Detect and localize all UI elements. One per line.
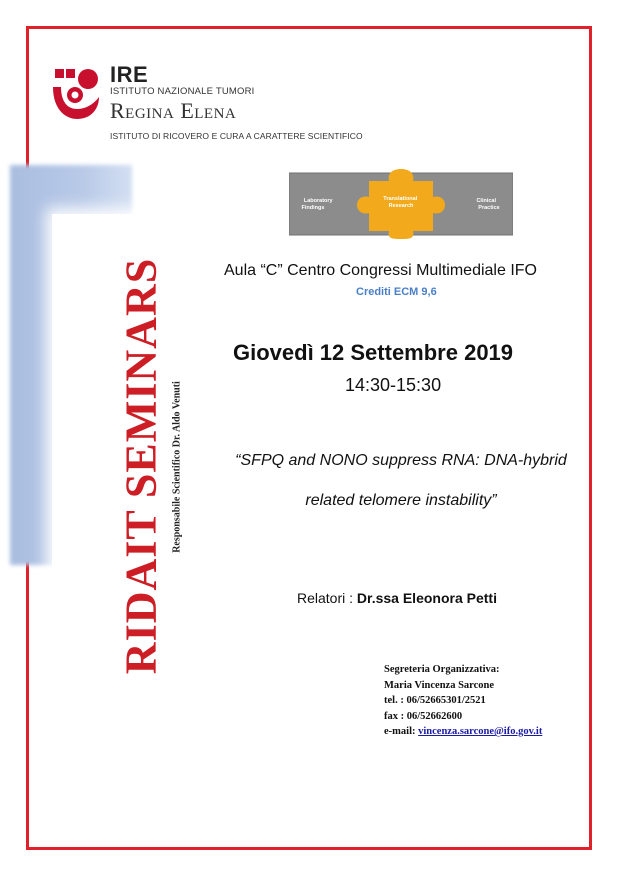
event-date: Giovedì 12 Settembre 2019 bbox=[233, 340, 514, 365]
contact-email-link[interactable]: vincenza.sarcone@ifo.gov.it bbox=[418, 726, 543, 737]
translational-research-puzzle-icon bbox=[289, 169, 513, 239]
contact-heading: Segreteria Organizzativa: bbox=[384, 664, 500, 675]
event-venue: Aula “C” Centro Congressi Multimediale IFO bbox=[224, 262, 537, 279]
contact-name: Maria Vincenza Sarcone bbox=[384, 679, 495, 691]
ire-logo-icon bbox=[47, 65, 103, 121]
puzzle-right-label-line2: Practice bbox=[478, 205, 500, 211]
talk-title-line2: related telomere instability” bbox=[305, 492, 497, 509]
organizing-secretariat bbox=[384, 662, 542, 740]
contact-tel: tel. : 06/52665301/2521 bbox=[384, 695, 486, 706]
logo-tagline: ISTITUTO DI RICOVERO E CURA A CARATTERE SCIENTIFICO bbox=[110, 131, 363, 141]
speaker-label: Relatori : bbox=[297, 590, 357, 606]
logo-subtitle: ISTITUTO NAZIONALE TUMORI bbox=[110, 86, 255, 97]
talk-title-line1: “SFPQ and NONO suppress RNA: DNA-hybrid bbox=[235, 452, 567, 469]
puzzle-left-label-line2: Findings bbox=[301, 205, 325, 211]
speaker-name: Dr.ssa Eleonora Petti bbox=[356, 590, 497, 606]
puzzle-left-label-line1: Laboratory bbox=[303, 198, 333, 204]
talk-title bbox=[232, 446, 570, 516]
puzzle-center-label-line1: Translational bbox=[383, 196, 418, 202]
puzzle-right-label bbox=[476, 198, 499, 211]
puzzle-center-label-line2: Research bbox=[388, 203, 414, 209]
logo-acronym: IRE bbox=[110, 62, 149, 87]
ecm-credits: Crediti ECM 9,6 bbox=[356, 286, 437, 298]
contact-email-row bbox=[384, 724, 542, 740]
scientific-responsible: Responsabile Scientifico Dr. Aldo Venuti bbox=[171, 381, 183, 553]
puzzle-right-label-line1: Clinical bbox=[476, 198, 497, 204]
logo-name: Regina Elena bbox=[110, 98, 237, 123]
seminar-series-title: RIDAIT SEMINARS bbox=[116, 257, 166, 675]
event-time: 14:30-15:30 bbox=[345, 375, 442, 395]
contact-fax: fax : 06/52662600 bbox=[384, 710, 463, 722]
speaker bbox=[297, 590, 497, 606]
contact-email-label: e-mail: bbox=[384, 726, 419, 737]
